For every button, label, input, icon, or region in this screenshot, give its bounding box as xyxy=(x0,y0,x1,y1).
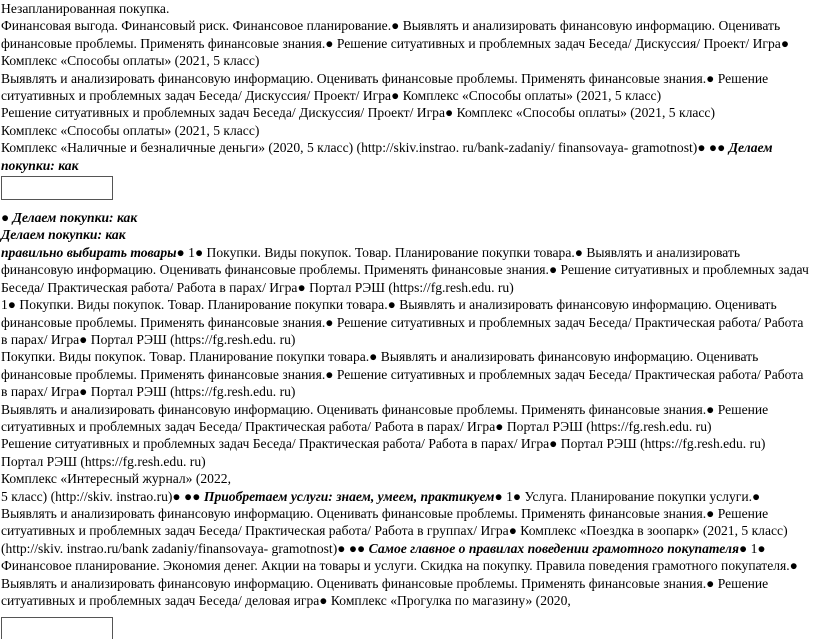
text-paragraph: Финансовая выгода. Финансовый риск. Финансовое планирование.● Выявлять и анализировать финансовую информацию. Оценивать финансовые проблемы. Применять финансовые знания.● Решение ситуативных и проблемных задач Беседа/ Дискуссия/ Проект/ Игра● Комплекс «Способы оплаты» (2021, 5 класс) xyxy=(1,18,790,69)
text-run: 5 класс) (http://skiv. instrao.ru)● ●● xyxy=(1,488,204,504)
text-run: Комплекс «Наличные и безналичные деньги» (2020, 5 класс) (http://skiv.instrao. ru/bank-zadaniy/ finansovaya- gramotnost)● ●● xyxy=(1,140,729,156)
text-paragraph: Покупки. Виды покупок. Товар. Планирование покупки товара.● Выявлять и анализировать финансовую информацию. Оценивать финансовые проблемы. Применять финансовые знания.● Решение ситуативных и проблемных задач Беседа/ Практическая работа/ Работа в парах/ Игра● Портал РЭШ (https://fg.resh.edu. ru) xyxy=(1,349,804,400)
section-heading-inline: Самое главное о правилах поведении грамотного покупателя● xyxy=(368,540,751,556)
text-paragraph: 1● Покупки. Виды покупок. Товар. Планирование покупки товара.● Выявлять и анализировать финансовую информацию. Оценивать финансовые проблемы. Применять финансовые знания.● Решение ситуативных и проблемных задач Беседа/ Практическая работа/ Работа в парах/ Игра● Портал РЭШ (https://fg.resh.edu. ru) xyxy=(1,297,804,347)
text-paragraph: Решение ситуативных и проблемных задач Беседа/ Дискуссия/ Проект/ Игра● Комплекс «Способы оплаты» (2021, 5 класс) xyxy=(1,105,715,121)
empty-cell-box xyxy=(1,617,113,639)
empty-cell-box xyxy=(1,176,113,200)
text-paragraph: Выявлять и анализировать финансовую информацию. Оценивать финансовые проблемы. Применять финансовые знания.● Решение ситуативных и проблемных задач Беседа/ Дискуссия/ Проект/ Игра● Комплекс «Способы оплаты» (2021, 5 класс) xyxy=(1,70,769,104)
text-line: Комплекс «Способы оплаты» (2021, 5 класс) xyxy=(1,122,260,138)
text-paragraph: Выявлять и анализировать финансовую информацию. Оценивать финансовые проблемы. Применять финансовые знания.● Решение ситуативных и проблемных задач Беседа/ Практическая работа/ Работа в парах/ Игра● Портал РЭШ (https://fg.resh.edu. ru) xyxy=(1,401,769,434)
text-run: 1● Услуга. Планирование покупки услуги.● Выявлять и анализировать финансовую информацию. Оценивать финансовые проблемы. Применять финансовые знания.● Решение ситуативных и проблемных задач Беседа/ Практическая работа/ Работа в группах/ Игра● Комплекс «Поездка в зоопарк» (2021, 5 класс) (http://skiv. instrao.ru/bank zadaniy/finansovaya- gramotnost)● ●● xyxy=(1,488,788,556)
text-line: Комплекс «Интересный журнал» (2022, xyxy=(1,471,231,487)
section-heading-inline: Делаем покупки: как xyxy=(1,140,773,173)
text-paragraph xyxy=(1,244,812,296)
text-paragraph xyxy=(1,139,812,174)
section-heading-inline: правильно выбирать товары● xyxy=(1,244,189,260)
text-run: 1● Финансовое планирование. Экономия денег. Акции на товары и услуги. Скидка на покупку. Правила поведения грамотного покупателя.● Выявлять и анализировать финансовую информацию. Оценивать финансовые проблемы. Применять финансовые знания.● Решение ситуативных и проблемных задач Беседа/ деловая игра● Комплекс «Прогулка по магазину» (2020, xyxy=(1,540,798,608)
section-heading-inline: Приобретаем услуги: знаем, умеем, практикуем● xyxy=(203,488,507,504)
text-paragraph: Решение ситуативных и проблемных задач Беседа/ Практическая работа/ Работа в парах/ Игра● Портал РЭШ (https://fg.resh.edu. ru) xyxy=(1,436,766,452)
text-paragraph xyxy=(1,488,812,610)
text-line: Незапланированная покупка. xyxy=(1,1,170,16)
text-line: Портал РЭШ (https://fg.resh.edu. ru) xyxy=(1,453,206,469)
section-heading: Делаем покупки: как xyxy=(1,227,126,243)
text-run: 1● Покупки. Виды покупок. Товар. Планирование покупки товара.● Выявлять и анализировать финансовую информацию. Оценивать финансовые проблемы. Применять финансовые знания.● Решение ситуативных и проблемных задач Беседа/ Практическая работа/ Работа в парах/ Игра● Портал РЭШ (https://fg.resh.edu. ru) xyxy=(1,244,809,295)
section-heading: ● Делаем покупки: как xyxy=(1,210,138,226)
